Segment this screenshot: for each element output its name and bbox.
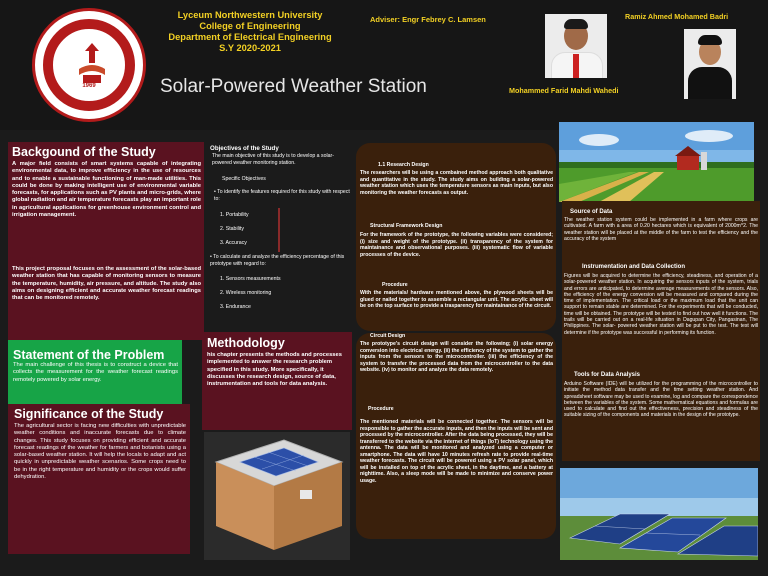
objectives-title: Objectives of the Study <box>210 145 279 152</box>
adviser-name: Adviser: Engr Febrey C. Lamsen <box>370 15 486 24</box>
research-design-text: The researchers will be using a combained method approach both qualitative and quantitative in the study. The study aims on building a solar-powered weather station which uses the temperature sensors as main inputs, but also monitoring the weather forecasts as output. <box>360 170 553 196</box>
poster-title: Solar-Powered Weather Station <box>160 76 427 97</box>
objective-item: 2. Stability <box>220 226 244 232</box>
statement-title: Statement of the Problem <box>13 348 165 362</box>
seal-emblem-icon <box>35 11 149 125</box>
university-block <box>150 10 350 54</box>
objective-item: 2. Wireless monitoring <box>220 290 272 296</box>
objectives-intro: The main objective of this study is to develop a solar-powered weather monitoring station. <box>212 153 334 166</box>
procedure-heading-2: Procedure <box>368 406 394 412</box>
tools-text: Arduino Software (IDE) will be utilized for the programming of the microcontroller to initiate the method data transfer and the time setting weather station. And spreadsheet software may be used to examine, log and compare the correspondence between the variables of the system. Some mathematical equations and formulas are used to calculate and find out the effectiveness, precision and steadiness of the suitable sizing of the components and materials in the design of the prototype. <box>564 381 758 419</box>
significance-title: Significance of the Study <box>14 407 164 421</box>
university-name: Lyceum Northwestern University <box>177 10 323 20</box>
statement-text: The main challenge of this thesis is to construct a device that collects the measurement for the weather forecast readings remotely powered by solar energy. <box>13 362 178 383</box>
author-photo-farid <box>545 14 607 78</box>
specific-objective-a: • To identify the features required for this study with respect to: <box>214 189 350 202</box>
procedure-text-1: With the materials/ hardware mentioned above, the plywood sheets will be glued or nailed together to assemble a rectangular unit. The acrylic sheet will be on the top surface to provide a trasparency for maintainance of the circuit. <box>360 290 553 309</box>
objective-item: 1. Portability <box>220 212 249 218</box>
instrumentation-text: Figures will be acquired to determine the efficiency, steadiness, and operation of a solar-powered weather station. In acquiring the sensors inputs of the system, trials and errors are anticipated, to determine average measurements of the sensors. Also, the efficiency of the energy conversion will be measured and compared during the time of implementation. The critical load or the maximum load that the unit can support to remain stable are determined. For the experiments that will be conducted, time will be obtained. The prototype will be tested to find out how well it functions. The trails will be carried out on a real-life situation in Dagupan City, Pangasinan, The Philippines. The solar- powered weather station will be put to the test. The test will determine if the prototype was successful in performing its function. <box>564 273 758 336</box>
background-title: Backgound of the Study <box>12 145 156 159</box>
background-paragraph-2: This project proposal focuses on the assessment of the solar-based weather station that has capable of monitoring sensors to measure the temperature, humidity, air pressure, and altitude. The study also aims on designing efficient and accurate weather forecast readings that can be monitored remotely. <box>12 266 201 302</box>
source-of-data-text: The weather station system could be implemented in a farm where crops are cultivated. A farm with a area of 0.20 hectares which is equivalent of 2000m^2. The weather station will be placed at the middle of the farm to test the efficiency and the accuracy of the system <box>564 217 758 242</box>
author-name-1: Ramiz Ahmed Mohamed Badri <box>625 12 729 21</box>
significance-text: The agricultural sector is facing new difficulties with unpredictable weather conditions and inaccurate forecasts due to climate changes. This study focuses on providing efficient and accurate forecast readings of the weather for farmers and botanists using a solar-based weather station. It will help the locals to adapt and act quickly in unpredictable weather scenarios. Some crops need to be in the right temperature and humidity or the crops would suffer dehydration. <box>14 423 186 481</box>
objective-item: 3. Endurance <box>220 304 251 310</box>
solar-panel-field-image <box>560 468 758 560</box>
methodology-title: Methodology <box>207 336 285 350</box>
circuit-design-text: The prototype's circuit design will consider the following; (i) solar energy conversion into electrical energy. (ii) the efficiency of the system to gather the inputs from the sensors to the microcontroller. (iii) the efficiency of the system to transfer the processed data from the microcontroller to the data website. (iv) to monitor and analyze the data remotely. <box>360 341 553 373</box>
specific-objectives-title: Specific Objectives <box>222 176 266 182</box>
department-name: Department of Electrical Engineering <box>168 32 332 42</box>
university-seal <box>32 8 146 122</box>
specific-objective-b: • To calculate and analyze the efficiency percentage of this prototype with regard to: <box>210 254 345 267</box>
methodology-text: his chapter presents the methods and processes implemented to answer the research problem specified in this study. More specifically, it discusses the research design, source of data, instrumentation and tools for data analysis. <box>207 352 342 388</box>
procedure-heading-1: Procedure <box>382 282 408 288</box>
tools-heading: Tools for Data Analysis <box>574 372 641 378</box>
instrumentation-heading: Instrumentation and Data Collection <box>582 264 686 270</box>
background-paragraph-1: A major field consists of smart systems capable of integrating environmental data, to improve efficiency in the use of resources and to enable a sustainable functioning of man-made utilities. This could be done by making intelligent use of environmental variable forecasts, for applications such as PV plants and micro-grids, where global radiation and air temperature forecasts play an important role in agricultural applications for greenhouse environment control and irrigation management. <box>12 161 201 219</box>
objective-item: 1. Sensors measurements <box>220 276 281 282</box>
structural-framework-text: For the framework of the prototype, the following variables were considered; (i) size and weight of the prototype. (ii) transparency of the system for maintainance and observational purposes. (iii) systematic flow of variable processes of the device. <box>360 232 553 258</box>
college-name: College of Engineering <box>199 21 301 31</box>
procedure-text-2: The mentioned materials will be connected together. The sensors will be responsible to gather the accurate inputs, and then the inputs will be sent and processed by the microcontroller. After the data being processed, they will be transferred to the website via the internet of things (IoT) technology using the antenna. The data will be monitored and analyzed using a computer or smartphone. The data will have 10 minutes refresh rate to provide real-time weather forecasts. The circuit will be powered using a PV solar panel, which will be installed on top of the acrylic sheet, in the daytime, and a battery at nighttime. Also, a sleep mode will be made to minimize and conserve power usage. <box>360 419 553 484</box>
school-year: S.Y 2020-2021 <box>219 43 281 53</box>
farm-landscape-image <box>559 122 754 202</box>
prototype-illustration <box>204 432 350 560</box>
objective-item: 3. Accuracy <box>220 240 247 246</box>
author-photo-ramiz <box>684 29 736 99</box>
seal-year: 1969 <box>82 83 96 89</box>
research-design-heading: 1.1 Research Design <box>378 162 429 168</box>
author-name-2: Mohammed Farid Mahdi Wahedi <box>509 86 619 95</box>
circuit-design-heading: Circuit Design <box>370 333 406 339</box>
structural-framework-heading: Structural Framework Design <box>370 223 443 229</box>
objectives-divider <box>278 208 280 252</box>
source-of-data-heading: Source of Data <box>570 209 613 215</box>
